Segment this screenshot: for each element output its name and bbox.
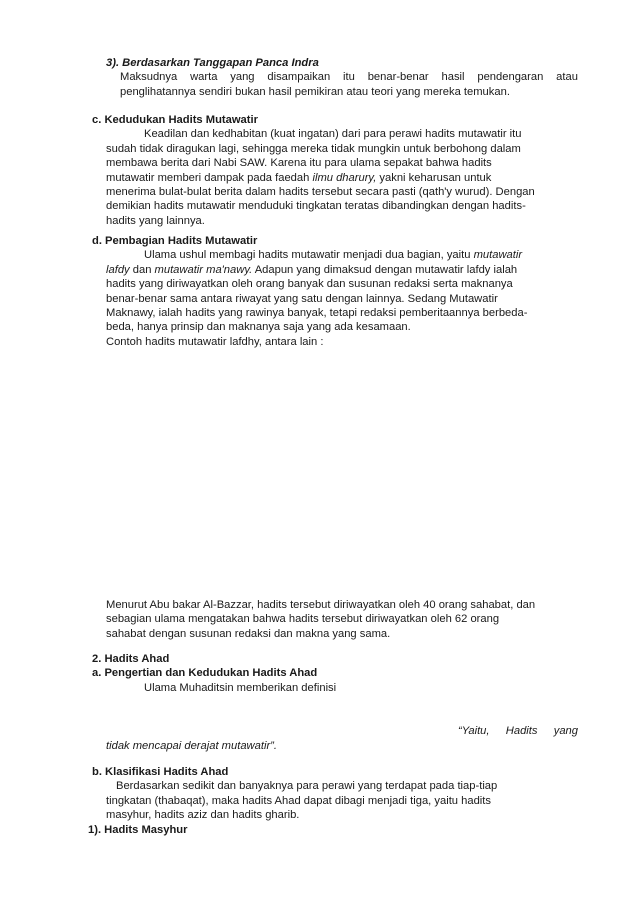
section-3-line-2: penglihatannya sendiri bukan hasil pemikiran atau teori yang mereka temukan. <box>120 85 510 98</box>
paragraph-line: lafdy dan mutawatir ma'nawy. Adapun yang dimaksud dengan mutawatir lafdy ialah <box>106 263 518 276</box>
word: Hadits <box>505 725 538 737</box>
section-a-heading: a. Pengertian dan Kedudukan Hadits Ahad <box>92 667 318 680</box>
paragraph-line: Maknawy, ialah hadits yang rawinya banyak, tetapi redaksi pemberitaannya berbeda- <box>106 307 528 320</box>
section-3-heading: 3). Berdasarkan Tanggapan Panca Indra <box>106 57 319 69</box>
paragraph-line: demikian hadits mutawatir menduduki tingkatan teratas dibandingkan dengan hadits- <box>106 200 526 213</box>
section-3-line-1 <box>120 70 578 84</box>
word: hasil <box>441 71 465 84</box>
section-c-heading: c. Kedudukan Hadits Mutawatir <box>92 114 258 126</box>
word: benar-benar <box>367 71 429 84</box>
paragraph-line: membawa berita dari Nabi SAW. Karena itu para ulama sepakat bahwa hadits <box>106 157 492 170</box>
paragraph-line: tingkatan (thabaqat), maka hadits Ahad dapat dibagi menjadi tiga, yaitu hadits <box>106 794 491 807</box>
paragraph-line: Ulama Muhaditsin memberikan definisi <box>144 681 337 694</box>
section-hadits-ahad <box>92 652 578 695</box>
section-3 <box>106 56 578 99</box>
word: yang <box>230 71 255 84</box>
section-d-heading: d. Pembagian Hadits Mutawatir <box>92 235 258 247</box>
word: atau <box>556 71 578 84</box>
quote-end-text: tidak mencapai derajat mutawatir”. <box>106 740 277 752</box>
paragraph-line: beda, hanya prinsip dan maknanya saja yang ada kesamaan. <box>106 321 411 334</box>
paragraph-line: menerima bulat-bulat berita dalam hadits tersebut secara pasti (qath'y wurud). Dengan <box>106 186 535 199</box>
paragraph-line: Ulama ushul membagi hadits mutawatir menjadi dua bagian, yaitu mutawatir <box>144 249 523 262</box>
paragraph-line: masyhur, hadits aziz dan hadits gharib. <box>106 809 300 822</box>
bazzar-paragraph <box>106 598 578 641</box>
quote-end <box>106 739 578 753</box>
paragraph-line: sebagian ulama mengatakan bahwa hadits tersebut diriwayatkan oleh 62 orang <box>106 613 500 626</box>
paragraph-line: Menurut Abu bakar Al-Bazzar, hadits tersebut diriwayatkan oleh 40 orang sahabat, dan <box>106 599 536 611</box>
section-b <box>88 765 578 837</box>
paragraph-line: Berdasarkan sedikit dan banyaknya para perawi yang terdapat pada tiap-tiap <box>116 780 498 793</box>
word: yang <box>553 725 578 737</box>
section-c <box>92 113 578 228</box>
word: Maksudnya <box>120 71 178 84</box>
section-d <box>92 234 578 349</box>
paragraph-line: mutawatir memberi dampak pada faedah ilmu dharury, yakni keharusan untuk <box>106 171 492 184</box>
paragraph-line: hadits yang diriwayatkan oleh orang banyak dan susunan redaksi serta maknanya <box>106 278 513 291</box>
paragraph-line: sudah tidak diragukan lagi, sehingga mereka tidak mungkin untuk berbohong dalam <box>106 142 521 155</box>
word: pendengaran <box>477 71 544 84</box>
paragraph-line: benar-benar sama antara riwayat yang satu dengan lainnya. Sedang Mutawatir <box>106 292 498 305</box>
word: disampaikan <box>267 71 331 84</box>
word: “Yaitu, <box>458 725 490 737</box>
word: itu <box>343 71 355 84</box>
word: warta <box>190 71 218 84</box>
section-b-heading: b. Klasifikasi Hadits Ahad <box>92 766 229 778</box>
paragraph-line: Keadilan dan kedhabitan (kuat ingatan) dari para perawi hadits mutawatir itu <box>144 128 522 141</box>
paragraph-line: sahabat dengan susunan redaksi dan makna yang sama. <box>106 627 391 640</box>
paragraph-line: Contoh hadits mutawatir lafdhy, antara lain : <box>106 335 324 348</box>
section-2-heading: 2. Hadits Ahad <box>92 653 170 665</box>
paragraph-line: hadits yang lainnya. <box>106 214 205 227</box>
quote-start <box>458 724 578 738</box>
section-1-masyhur-heading: 1). Hadits Masyhur <box>88 823 188 836</box>
